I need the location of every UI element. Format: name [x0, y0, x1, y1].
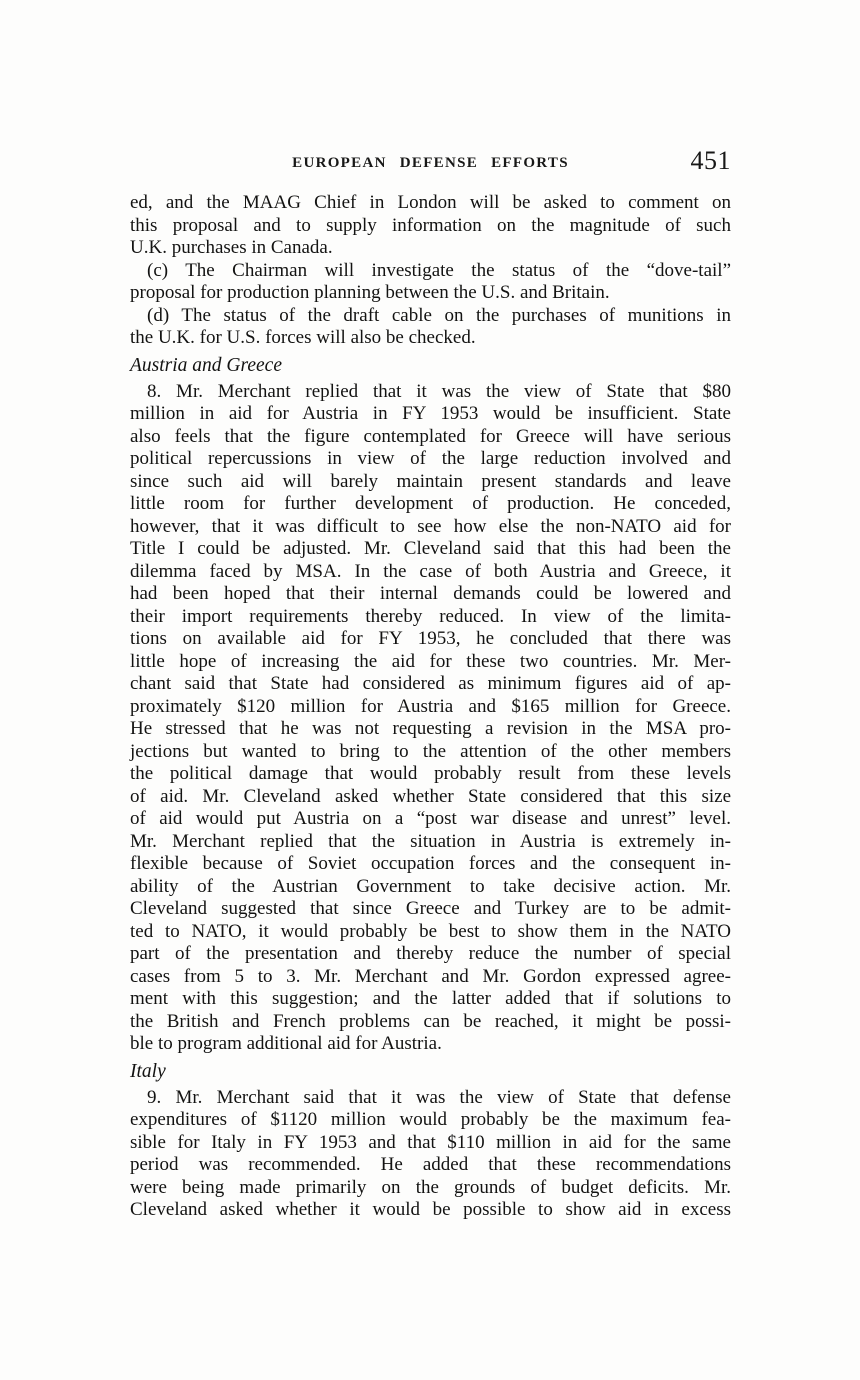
text-line: Mr. Merchant replied that the situation in Austria is extremely in-: [130, 830, 731, 852]
text-line: 9. Mr. Merchant said that it was the view of State that defense: [147, 1086, 731, 1108]
text-line: ment with this suggestion; and the latter added that if solutions to: [130, 988, 731, 1009]
paragraph: [130, 381, 731, 1056]
text-line: ted to NATO, it would probably be best to show them in the NATO: [130, 920, 731, 942]
running-title: EUROPEAN DEFENSE EFFORTS: [292, 155, 569, 171]
section-heading: Austria and Greece: [130, 354, 282, 376]
text-line: also feels that the figure contemplated for Greece will have serious: [130, 425, 731, 447]
text-column: [130, 146, 731, 1222]
paragraph: [130, 305, 731, 350]
text-line: Title I could be adjusted. Mr. Cleveland said that this had been the: [130, 538, 731, 559]
paragraph: [130, 260, 731, 305]
text-line: the political damage that would probably result from these levels: [130, 763, 731, 784]
text-line: ed, and the MAAG Chief in London will be asked to comment on: [130, 192, 731, 213]
paragraph: [130, 192, 731, 260]
section-heading: Italy: [130, 1060, 166, 1082]
text-line: however, that it was difficult to see how else the non-NATO aid for: [130, 515, 731, 537]
text-line: the U.K. for U.S. forces will also be checked.: [130, 327, 476, 348]
text-line: their import requirements thereby reduced. In view of the limita-: [130, 605, 731, 627]
text-line: proximately $120 million for Austria and $165 million for Greece.: [130, 695, 731, 717]
text-line: 8. Mr. Merchant replied that it was the view of State that $80: [147, 380, 731, 402]
text-line: U.K. purchases in Canada.: [130, 237, 333, 258]
page-header: [130, 146, 731, 192]
text-line: ble to program additional aid for Austria.: [130, 1033, 442, 1054]
text-line: since such aid will barely maintain present standards and leave: [130, 470, 731, 492]
text-line: period was recommended. He added that these recommendations: [130, 1154, 731, 1175]
text-line: million in aid for Austria in FY 1953 would be insufficient. State: [130, 403, 731, 424]
text-line: little room for further development of production. He conceded,: [130, 493, 731, 514]
text-line: part of the presentation and thereby reduce the number of special: [130, 943, 731, 964]
text-line: of aid would put Austria on a “post war disease and unrest” level.: [130, 808, 731, 829]
text-line: tions on available aid for FY 1953, he concluded that there was: [130, 628, 731, 649]
text-line: flexible because of Soviet occupation forces and the consequent in-: [130, 853, 731, 874]
page-number: 451: [690, 146, 731, 175]
text-line: political repercussions in view of the large reduction involved and: [130, 448, 731, 469]
text-line: ability of the Austrian Government to take decisive action. Mr.: [130, 875, 731, 897]
text-line: cases from 5 to 3. Mr. Merchant and Mr. Gordon expressed agree-: [130, 965, 731, 987]
text-line: this proposal and to supply information on the magnitude of such: [130, 214, 731, 236]
text-line: had been hoped that their internal demands could be lowered and: [130, 583, 731, 604]
text-line: expenditures of $1120 million would probably be the maximum fea-: [130, 1109, 731, 1130]
text-line: Cleveland asked whether it would be possible to show aid in excess: [130, 1199, 731, 1220]
text-line: He stressed that he was not requesting a revision in the MSA pro-: [130, 718, 731, 739]
text-line: little hope of increasing the aid for these two countries. Mr. Mer-: [130, 650, 731, 672]
text-line: (c) The Chairman will investigate the status of the “dove-tail”: [147, 259, 731, 281]
text-line: Cleveland suggested that since Greece and Turkey are to be admit-: [130, 898, 731, 919]
text-line: sible for Italy in FY 1953 and that $110 million in aid for the same: [130, 1131, 731, 1153]
text-line: chant said that State had considered as minimum figures aid of ap-: [130, 673, 731, 694]
text-line: of aid. Mr. Cleveland asked whether State considered that this size: [130, 785, 731, 807]
text-line: were being made primarily on the grounds of budget deficits. Mr.: [130, 1176, 731, 1198]
text-column-blocks: [130, 192, 731, 1222]
text-line: (d) The status of the draft cable on the purchases of munitions in: [147, 304, 731, 326]
text-line: proposal for production planning between the U.S. and Britain.: [130, 282, 610, 303]
text-line: dilemma faced by MSA. In the case of both Austria and Greece, it: [130, 560, 731, 582]
paragraph: [130, 1087, 731, 1222]
text-line: jections but wanted to bring to the attention of the other members: [130, 740, 731, 762]
text-line: the British and French problems can be reached, it might be possi-: [130, 1010, 731, 1032]
